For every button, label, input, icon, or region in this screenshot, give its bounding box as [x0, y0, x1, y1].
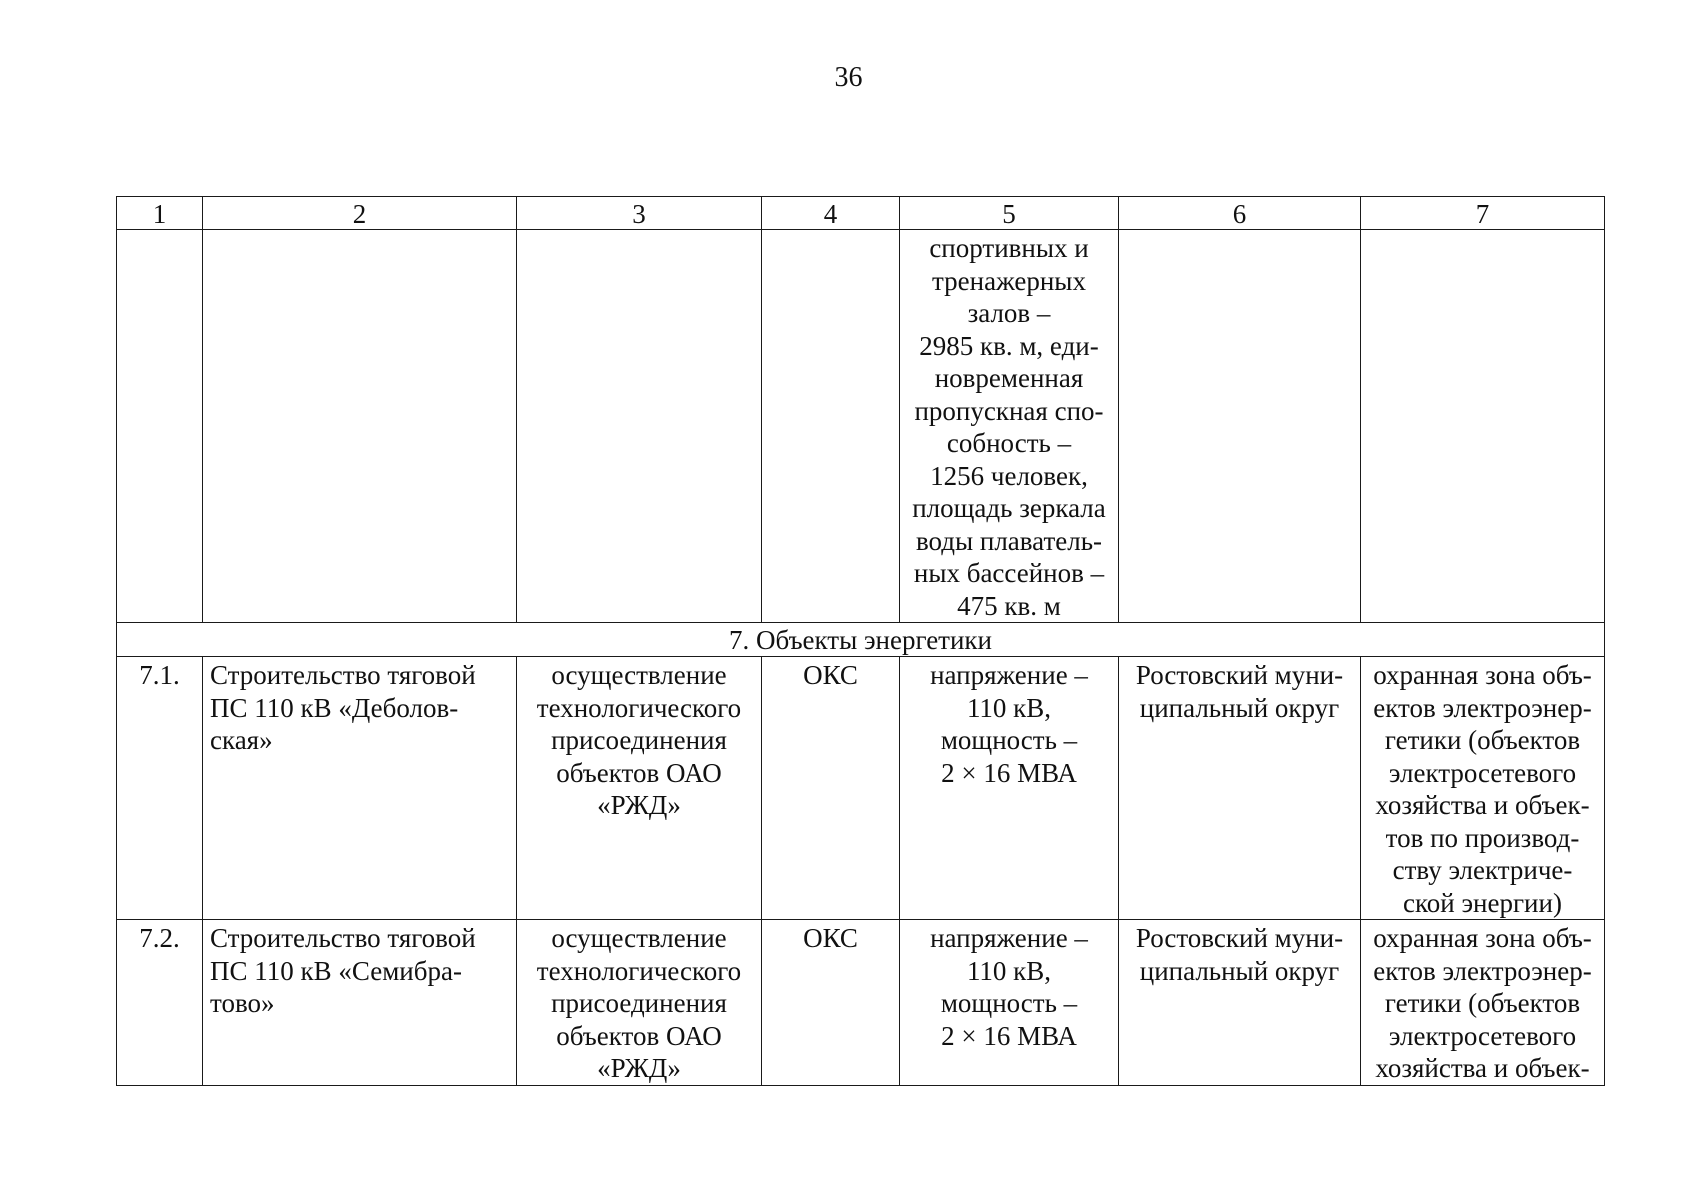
cell-text-line: хозяйства и объек-	[1375, 1053, 1590, 1083]
cell-text-line: «РЖД»	[597, 1053, 681, 1083]
cell-text-line: электросетевого	[1388, 1020, 1577, 1051]
row-number: 7.1.	[117, 657, 203, 920]
object-type: ОКС	[762, 920, 900, 1086]
object-purpose	[517, 920, 762, 1086]
cell-text-line: 2 × 16 МВА	[941, 1020, 1077, 1051]
continuation-cell-1	[117, 230, 203, 623]
cell-text-line: Строительство тяговой	[210, 660, 476, 690]
column-number-7: 7	[1361, 197, 1605, 230]
cell-text-line: Ростовский муни-	[1135, 923, 1344, 953]
cell-text-line: охранная зона объ-	[1373, 660, 1592, 690]
cell-text-line: мощность –	[940, 988, 1078, 1018]
section-row	[117, 623, 1605, 657]
cell-text-line: ПС 110 кВ «Семибра-	[210, 955, 462, 986]
column-number-2: 2	[203, 197, 517, 230]
cell-text-line: залов –	[967, 298, 1051, 328]
column-number-3: 3	[517, 197, 762, 230]
cell-text-line: тов по производ-	[1385, 822, 1580, 853]
object-location	[1119, 920, 1361, 1086]
cell-text-line: объектов ОАО	[556, 757, 722, 788]
continuation-cell-4	[762, 230, 900, 623]
cell-text-line: Ростовский муни-	[1135, 660, 1344, 690]
column-number-header-row	[117, 197, 1605, 230]
cell-text-line: 2985 кв. м, еди-	[919, 330, 1099, 361]
cell-text-line: электросетевого	[1388, 757, 1577, 788]
object-zone	[1361, 920, 1605, 1086]
cell-text-line: ных бассейнов –	[913, 558, 1105, 588]
objects-table	[116, 196, 1605, 1086]
section-title: 7. Объекты энергетики	[117, 623, 1605, 657]
continuation-cell-6	[1119, 230, 1361, 623]
cell-text-line: ской энергии)	[1403, 887, 1562, 918]
cell-text-line: собность –	[946, 428, 1072, 458]
cell-text-line: тренажерных	[932, 265, 1086, 296]
cell-text-line: гетики (объектов	[1384, 988, 1581, 1018]
cell-text-line: технологического	[536, 955, 742, 986]
cell-text-line: 2 × 16 МВА	[941, 757, 1077, 788]
cell-text-line: ципальный округ	[1139, 692, 1340, 723]
object-parameters	[900, 657, 1119, 920]
cell-text-line: площадь зеркала	[912, 493, 1106, 523]
cell-text-line: 110 кВ,	[966, 692, 1052, 723]
continuation-parameters-cell	[900, 230, 1119, 623]
cell-text-line: спортивных и	[929, 233, 1089, 263]
cell-text-line: воды плаватель-	[915, 525, 1103, 556]
continuation-cell-3	[517, 230, 762, 623]
table-row	[117, 657, 1605, 920]
object-parameters	[900, 920, 1119, 1086]
cell-text-line: новременная	[934, 363, 1084, 393]
cell-text-line: ПС 110 кВ «Деболов-	[210, 692, 459, 723]
cell-text-line: 475 кв. м	[957, 590, 1061, 621]
cell-text-line: ская»	[210, 725, 273, 755]
row-number: 7.2.	[117, 920, 203, 1086]
cell-text-line: ципальный округ	[1139, 955, 1340, 986]
cell-text-line: напряжение –	[930, 660, 1088, 690]
cell-text-line: гетики (объектов	[1384, 725, 1581, 755]
cell-text-line: охранная зона объ-	[1373, 923, 1592, 953]
cell-text-line: объектов ОАО	[556, 1020, 722, 1051]
object-type: ОКС	[762, 657, 900, 920]
continuation-cell-7	[1361, 230, 1605, 623]
cell-text-line: ству электриче-	[1392, 855, 1573, 885]
cell-text-line: ектов электроэнер-	[1373, 692, 1592, 723]
cell-text-line: присоединения	[551, 988, 727, 1018]
continuation-row	[117, 230, 1605, 623]
cell-text-line: ектов электроэнер-	[1373, 955, 1592, 986]
cell-text-line: напряжение –	[930, 923, 1088, 953]
object-name	[203, 920, 517, 1086]
cell-text-line: 1256 человек,	[930, 460, 1088, 491]
object-purpose	[517, 657, 762, 920]
column-number-5: 5	[900, 197, 1119, 230]
continuation-cell-2	[203, 230, 517, 623]
column-number-6: 6	[1119, 197, 1361, 230]
cell-text-line: тово»	[210, 988, 275, 1018]
cell-text-line: пропускная спо-	[914, 395, 1104, 426]
table-row	[117, 920, 1605, 1086]
cell-text-line: мощность –	[940, 725, 1078, 755]
cell-text-line: присоединения	[551, 725, 727, 755]
cell-text-line: технологического	[536, 692, 742, 723]
cell-text-line: осуществление	[551, 660, 727, 690]
object-zone	[1361, 657, 1605, 920]
cell-text-line: Строительство тяговой	[210, 923, 476, 953]
column-number-1: 1	[117, 197, 203, 230]
page-number: 36	[834, 62, 863, 93]
cell-text-line: «РЖД»	[597, 790, 681, 820]
cell-text-line: 110 кВ,	[966, 955, 1052, 986]
object-name	[203, 657, 517, 920]
column-number-4: 4	[762, 197, 900, 230]
cell-text-line: хозяйства и объек-	[1375, 790, 1590, 820]
object-location	[1119, 657, 1361, 920]
cell-text-line: осуществление	[551, 923, 727, 953]
